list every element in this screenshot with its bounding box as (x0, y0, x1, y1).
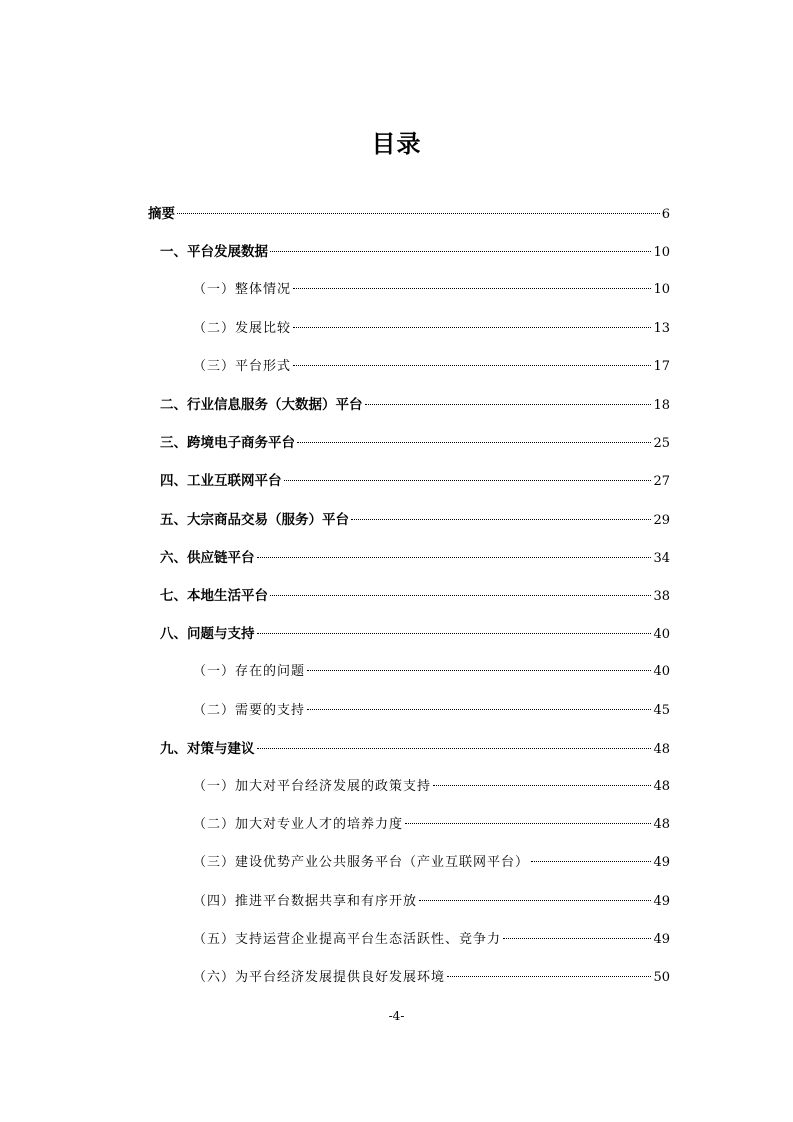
toc-entry-page-number: 13 (653, 320, 670, 336)
toc-entry[interactable] (193, 357, 670, 377)
toc-entry[interactable] (193, 662, 670, 682)
toc-entry-page-number: 48 (653, 741, 670, 757)
toc-entry-label: 三、跨境电子商务平台 (160, 435, 295, 452)
toc-entry[interactable] (160, 510, 670, 530)
toc-dot-leader (297, 442, 651, 443)
toc-entry-label: （一）存在的问题 (193, 664, 306, 680)
toc-entry[interactable] (193, 280, 670, 300)
toc-dot-leader (293, 288, 651, 289)
toc-entry[interactable] (160, 395, 670, 415)
toc-dot-leader (419, 900, 651, 901)
toc-dot-leader (351, 519, 651, 520)
toc-entry-label: （五）支持运营企业提高平台生态活跃性、竞争力 (193, 931, 502, 947)
toc-entry[interactable] (193, 930, 670, 950)
toc-entry-label: （二）发展比较 (193, 320, 292, 336)
toc-entry[interactable] (193, 319, 670, 339)
toc-entry-page-number: 17 (653, 358, 670, 374)
toc-entry-page-number: 10 (653, 282, 670, 298)
toc-dot-leader (531, 861, 651, 862)
toc-dot-leader (447, 976, 651, 977)
toc-entry-label: 一、平台发展数据 (160, 244, 268, 261)
toc-entry[interactable] (193, 777, 670, 797)
toc-entry-label: 八、问题与支持 (160, 626, 255, 643)
toc-dot-leader (284, 480, 652, 481)
toc-entry-page-number: 10 (653, 245, 670, 261)
toc-entry[interactable] (193, 892, 670, 912)
toc-entry[interactable] (160, 242, 670, 262)
toc-dot-leader (257, 748, 652, 749)
toc-entry-page-number: 49 (653, 855, 670, 871)
toc-entry-page-number: 6 (661, 207, 670, 222)
toc-entry-page-number: 49 (653, 893, 670, 909)
toc-entry[interactable] (193, 968, 670, 988)
toc-dot-leader (293, 327, 651, 328)
toc-dot-leader (433, 785, 651, 786)
toc-dot-leader (365, 404, 652, 405)
toc-dot-leader (270, 595, 651, 596)
toc-entry[interactable] (193, 815, 670, 835)
toc-entry-page-number: 40 (653, 664, 670, 680)
toc-entry[interactable] (160, 548, 670, 568)
toc-entry-label: （二）加大对专业人才的培养力度 (193, 817, 404, 833)
toc-dot-leader (177, 213, 660, 214)
toc-entry-page-number: 45 (653, 702, 670, 718)
toc-entry-page-number: 49 (653, 931, 670, 947)
toc-entry-page-number: 40 (653, 627, 670, 643)
footer-page-number: -4- (388, 1009, 405, 1023)
toc-dot-leader (293, 365, 651, 366)
toc-dot-leader (307, 670, 651, 671)
toc-dot-leader (257, 557, 652, 558)
toc-entry-label: （四）推进平台数据共享和有序开放 (193, 893, 418, 909)
toc-entry-page-number: 34 (653, 550, 670, 566)
toc-entry[interactable] (160, 624, 670, 644)
page-title: 目录 (371, 130, 422, 158)
toc-entry[interactable] (193, 853, 670, 873)
toc-entry-label: 五、大宗商品交易（服务）平台 (160, 511, 349, 528)
toc-entry-page-number: 50 (653, 970, 670, 985)
toc-entry-label: 四、工业互联网平台 (160, 473, 282, 490)
toc-entry-label: （一）整体情况 (193, 282, 292, 298)
toc-entry-label: （二）需要的支持 (193, 702, 306, 718)
toc-entry-page-number: 48 (653, 817, 670, 833)
toc-entry[interactable] (160, 433, 670, 453)
toc-dot-leader (257, 633, 652, 634)
toc-entry-label: （三）建设优势产业公共服务平台（产业互联网平台） (193, 855, 530, 871)
toc-dot-leader (503, 938, 651, 939)
toc-entry-label: 摘要 (148, 206, 175, 222)
toc-entry-label: 二、行业信息服务（大数据）平台 (160, 397, 363, 413)
toc-entry-label: 六、供应链平台 (160, 549, 255, 566)
toc-entry-label: （三）平台形式 (193, 358, 292, 374)
toc-entry-page-number: 38 (653, 589, 670, 604)
toc-entry-page-number: 29 (653, 512, 670, 528)
toc-entry-label: （六）为平台经济发展提供良好发展环境 (193, 970, 446, 985)
toc-entry[interactable] (160, 471, 670, 491)
toc-entry[interactable] (160, 739, 670, 759)
toc-entry[interactable] (193, 701, 670, 721)
toc-entry-label: 九、对策与建议 (160, 740, 255, 757)
toc-dot-leader (270, 251, 651, 252)
toc-entry-label: （一）加大对平台经济发展的政策支持 (193, 779, 432, 794)
toc-entry-page-number: 48 (653, 779, 670, 794)
toc-dot-leader (307, 709, 651, 710)
toc-entry-page-number: 25 (653, 436, 670, 452)
toc-entry-label: 七、本地生活平台 (160, 588, 268, 604)
toc-dot-leader (405, 823, 651, 824)
toc-entry[interactable] (160, 586, 670, 606)
toc-entry-page-number: 27 (653, 474, 670, 490)
toc-entry-page-number: 18 (653, 398, 670, 413)
toc-entry[interactable] (148, 204, 670, 224)
